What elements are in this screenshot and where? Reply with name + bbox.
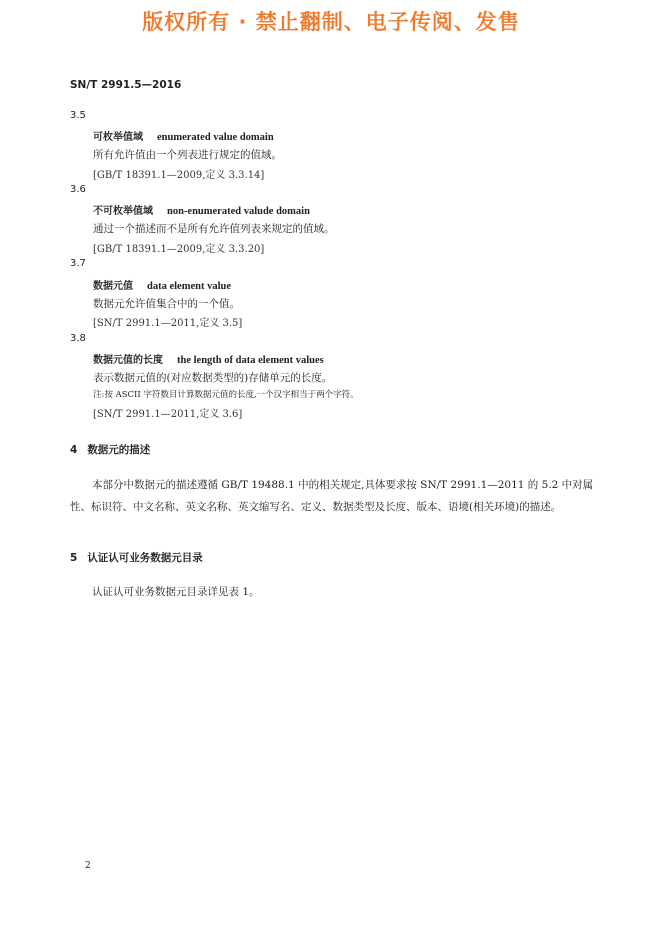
entry-source: [GB/T 18391.1—2009,定义 3.3.20] bbox=[93, 244, 265, 255]
section-title: 认证认可业务数据元目录 bbox=[87, 552, 203, 564]
document-code: SN/T 2991.5—2016 bbox=[70, 79, 182, 91]
entry-term bbox=[93, 351, 324, 366]
entry-definition: 表示数据元值的(对应数据类型的)存储单元的长度。 bbox=[93, 372, 333, 384]
watermark-banner: 版权所有 · 禁止翻制、电子传阅、发售 bbox=[142, 10, 520, 34]
term-cn: 数据元值的长度 bbox=[93, 355, 163, 366]
entry-number: 3.8 bbox=[70, 333, 86, 344]
entry-definition: 通过一个描述而不是所有允许值列表来规定的值域。 bbox=[93, 223, 335, 235]
section-heading bbox=[70, 442, 150, 457]
entry-number: 3.5 bbox=[70, 110, 86, 121]
entry-number: 3.7 bbox=[70, 258, 86, 269]
term-cn: 不可枚举值域 bbox=[93, 206, 153, 217]
section-number: 4 bbox=[70, 444, 78, 456]
section-heading bbox=[70, 550, 203, 565]
entry-source: [SN/T 2991.1—2011,定义 3.6] bbox=[93, 409, 243, 420]
term-cn: 可枚举值域 bbox=[93, 132, 143, 143]
section-title: 数据元的描述 bbox=[87, 444, 151, 456]
term-en: the length of data element values bbox=[177, 355, 324, 366]
entry-term bbox=[93, 128, 274, 143]
term-en: data element value bbox=[147, 281, 231, 292]
entry-definition: 所有允许值由一个列表进行规定的值域。 bbox=[93, 149, 282, 161]
entry-note: 注:按 ASCII 字符数目计算数据元值的长度,一个汉字相当于两个字符。 bbox=[93, 390, 359, 400]
entry-number: 3.6 bbox=[70, 184, 86, 195]
term-cn: 数据元值 bbox=[93, 281, 133, 292]
entry-term bbox=[93, 202, 310, 217]
entry-source: [SN/T 2991.1—2011,定义 3.5] bbox=[93, 318, 243, 329]
section-body: 认证认可业务数据元目录详见表 1。 bbox=[92, 586, 260, 598]
page-number: 2 bbox=[85, 861, 91, 871]
entry-term bbox=[93, 277, 231, 292]
entry-definition: 数据元允许值集合中的一个值。 bbox=[93, 298, 240, 310]
term-en: non-enumerated valude domain bbox=[167, 206, 310, 217]
entry-source: [GB/T 18391.1—2009,定义 3.3.14] bbox=[93, 170, 265, 181]
section-body: 本部分中数据元的描述遵循 GB/T 19488.1 中的相关规定,具体要求按 SN/T 2991.1—2011 的 5.2 中对属性、标识符、中文名称、英文名称、英文缩写名、定义、数据类型及长度、版本、语境(相关环境)的描述。 bbox=[70, 479, 594, 513]
section-number: 5 bbox=[70, 552, 78, 564]
term-en: enumerated value domain bbox=[157, 132, 274, 143]
